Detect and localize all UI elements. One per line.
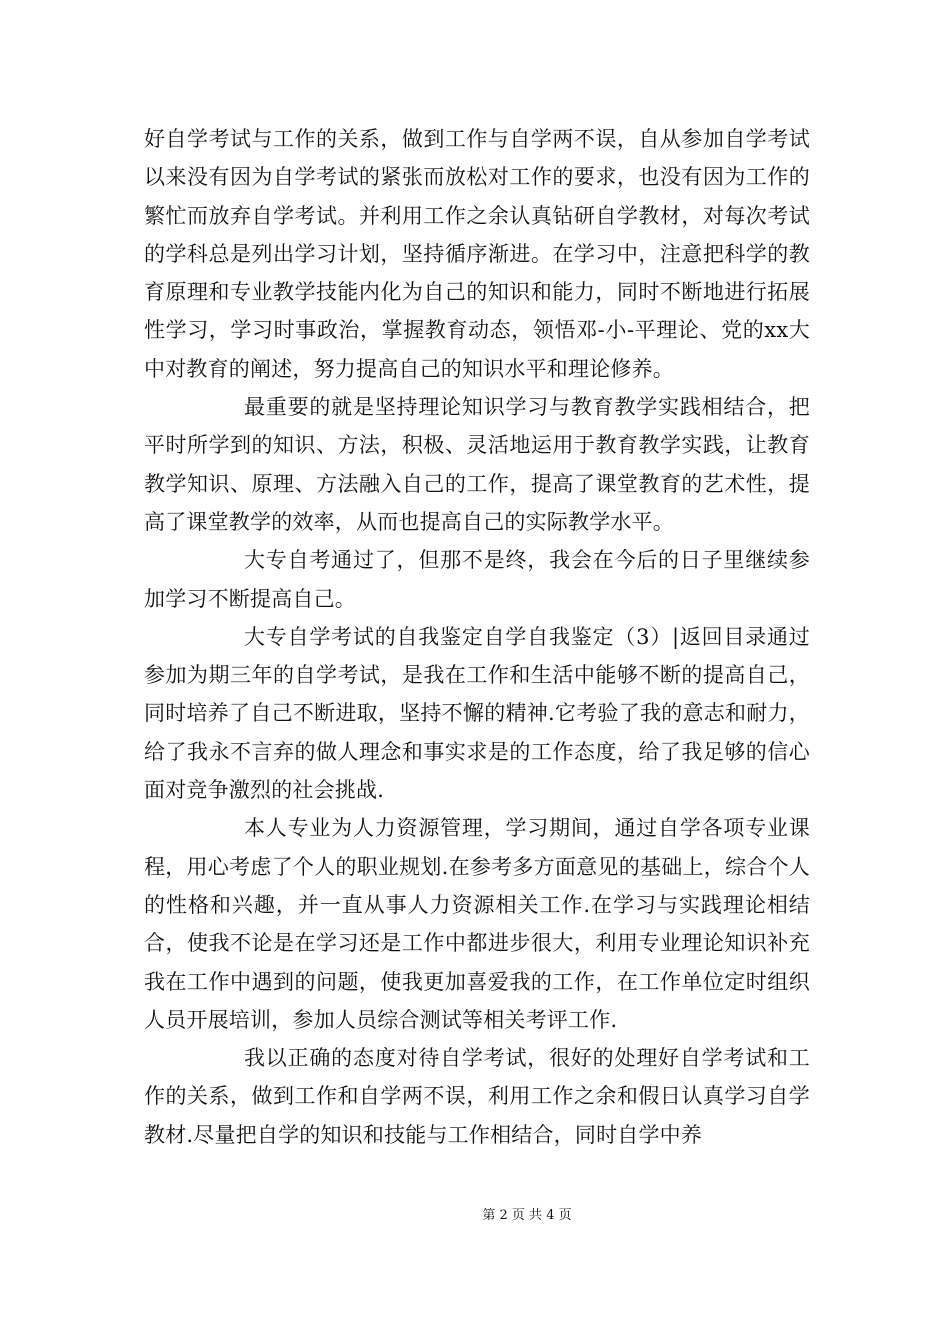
paragraph-5: 本人专业为人力资源管理，学习期间，通过自学各项专业课程，用心考虑了个人的职业规划.在参考多方面意见的基础上，综合个人的性格和兴趣，并一直从事人力资源相关工作.在学习与实践理论相结合，使我不论是在学习还是工作中都进步很大，利用专业理论知识补充我在工作中遇到的问题，使我更加喜爱我的工作，在工作单位定时组织人员开展培训，参加人员综合测试等相关考评工作. <box>144 816 810 1032</box>
paragraph-3: 大专自考通过了，但那不是终，我会在今后的日子里继续参加学习不断提高自己。 <box>144 548 810 611</box>
paragraph-1: 好自学考试与工作的关系，做到工作与自学两不误，自从参加自学考试以来没有因为自学考试的紧张而放松对工作的要求，也没有因为工作的繁忙而放弃自学考试。并利用工作之余认真钻研自学教材，对每次考试的学科总是列出学习计划，坚持循序渐进。在学习中，注意把科学的教育原理和专业教学技能内化为自己的知识和能力，同时不断地进行拓展性学习，学习时事政治，掌握教育动态，领悟邓-小-平理论、党的xx大中对教育的阐述，努力提高自己的知识水平和理论修养。 <box>144 127 810 381</box>
paragraph-2: 最重要的就是坚持理论知识学习与教育教学实践相结合，把平时所学到的知识、方法，积极、灵活地运用于教育教学实践，让教育教学知识、原理、方法融入自己的工作，提高了课堂教育的艺术性，提高了课堂教学的效率，从而也提高自己的实际教学水平。 <box>144 395 810 534</box>
page-number-footer: 第 2 页 共 4 页 <box>482 1208 572 1223</box>
paragraph-4: 大专自学考试的自我鉴定自学自我鉴定（3）|返回目录通过参加为期三年的自学考试，是我在工作和生活中能够不断的提高自己，同时培养了自己不断进取，坚持不懈的精神.它考验了我的意志和耐力，给了我永不言弃的做人理念和事实求是的工作态度，给了我足够的信心面对竞争激烈的社会挑战. <box>144 624 810 803</box>
paragraph-6: 我以正确的态度对待自学考试，很好的处理好自学考试和工作的关系，做到工作和自学两不误，利用工作之余和假日认真学习自学教材.尽量把自学的知识和技能与工作相结合，同时自学中养 <box>144 1046 810 1147</box>
document-body <box>144 120 810 1154</box>
